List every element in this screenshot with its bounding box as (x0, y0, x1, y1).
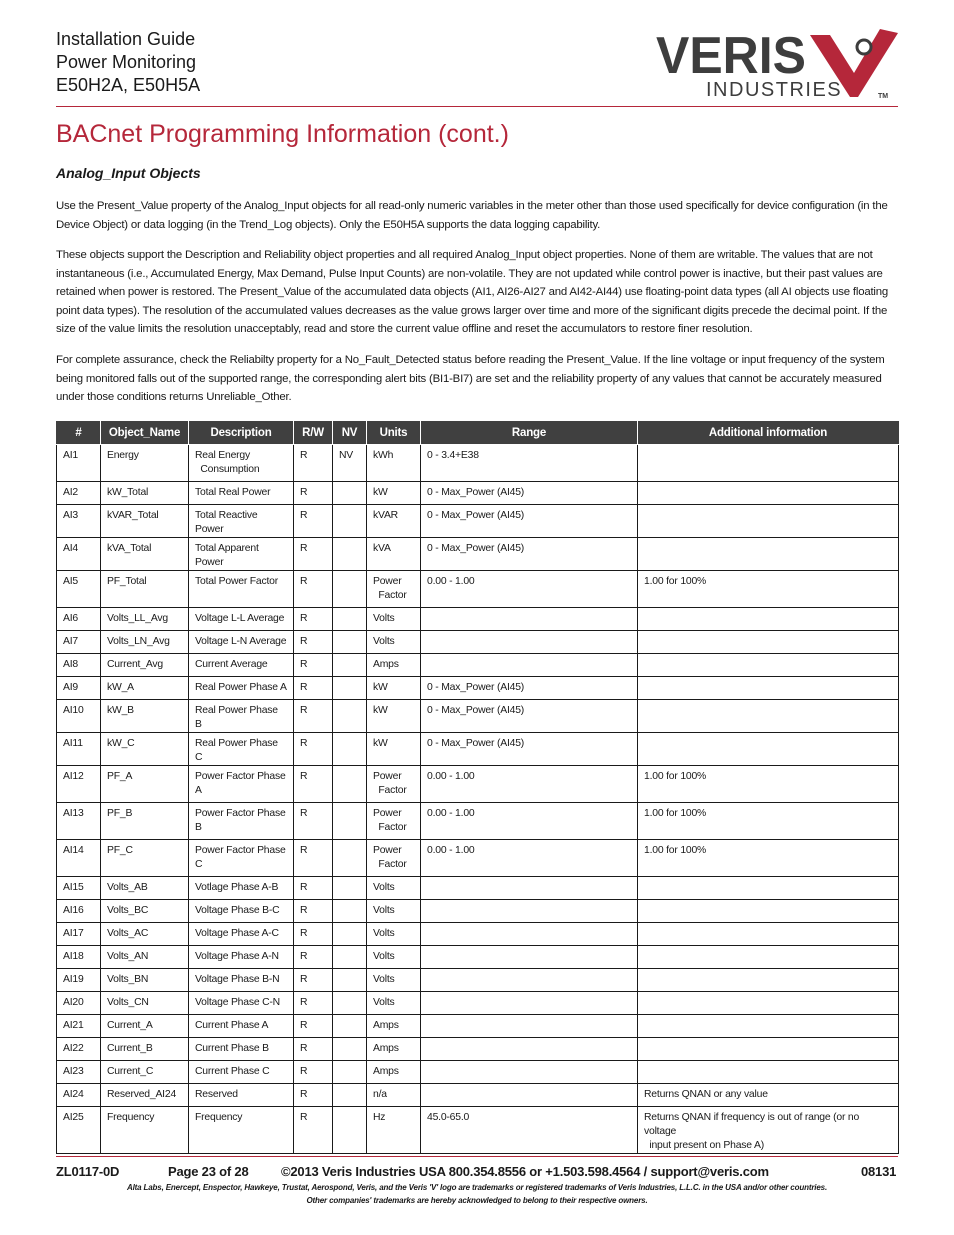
cell-object-name: PF_Total (101, 571, 189, 608)
table-row (57, 482, 899, 505)
table-header-row (57, 422, 899, 445)
cell-rw: R (294, 631, 333, 654)
table-row (57, 445, 899, 482)
cell-object-name: kW_C (101, 733, 189, 766)
cell-units: Amps (367, 654, 421, 677)
col-header-range: Range (421, 422, 638, 445)
cell-number: AI13 (57, 803, 101, 840)
cell-additional-info (638, 992, 899, 1015)
cell-nv (333, 700, 367, 733)
col-header-nv: NV (333, 422, 367, 445)
cell-units: Volts (367, 923, 421, 946)
cell-description: Voltage Phase B-C (189, 900, 294, 923)
cell-nv (333, 608, 367, 631)
cell-description: Real Power Phase A (189, 677, 294, 700)
cell-description: Votlage Phase A-B (189, 877, 294, 900)
table-row (57, 700, 899, 733)
cell-additional-info: 1.00 for 100% (638, 766, 899, 803)
cell-rw: R (294, 1015, 333, 1038)
footer-copyright: ©2013 Veris Industries USA 800.354.8556 or +1.503.598.4564 / support@veris.com (281, 1164, 769, 1179)
cell-units: kW (367, 700, 421, 733)
table-row (57, 1015, 899, 1038)
cell-number: AI16 (57, 900, 101, 923)
cell-nv (333, 538, 367, 571)
cell-rw: R (294, 969, 333, 992)
cell-rw: R (294, 877, 333, 900)
paragraph-properties: These objects support the Description and Reliability object properties and all required Analog_Input object properties. None of them are writable. The values that are not instantaneous (i.e., Accumulated Energy, Max Demand, Pulse Input Counts) are non-volatile. They are not updated while control power is inactive, but their past values are retained when power is restored. The Present_Value of the accumulated data objects (AI1, AI26-AI27 and AI42-AI44) use floating-point data types (all AI objects use floating point data types). The resolution of the accumulated values decreases as the value grows larger over time and more of the significant digits precede the decimal point. If the size of the value limits the resolution unacceptably, read and store the current value offline and reset the accumulators to restore finer resolution. (56, 249, 889, 336)
cell-object-name: kVA_Total (101, 538, 189, 571)
cell-number: AI22 (57, 1038, 101, 1061)
cell-object-name: Reserved_AI24 (101, 1084, 189, 1107)
cell-range: 0 - Max_Power (AI45) (421, 700, 638, 733)
cell-range (421, 1084, 638, 1107)
cell-units: Power Factor (367, 803, 421, 840)
cell-rw: R (294, 1084, 333, 1107)
cell-number: AI21 (57, 1015, 101, 1038)
cell-units: kW (367, 677, 421, 700)
cell-nv (333, 992, 367, 1015)
cell-nv (333, 677, 367, 700)
cell-description: Power Factor Phase A (189, 766, 294, 803)
cell-rw: R (294, 538, 333, 571)
cell-description: Real Power Phase B (189, 700, 294, 733)
table-row (57, 840, 899, 877)
cell-units: Power Factor (367, 571, 421, 608)
cell-nv (333, 803, 367, 840)
cell-object-name: Volts_AC (101, 923, 189, 946)
cell-nv (333, 505, 367, 538)
cell-number: AI5 (57, 571, 101, 608)
cell-nv (333, 900, 367, 923)
table-body (57, 445, 899, 1154)
cell-units: kVAR (367, 505, 421, 538)
cell-description: Current Average (189, 654, 294, 677)
cell-number: AI18 (57, 946, 101, 969)
cell-rw: R (294, 608, 333, 631)
cell-number: AI11 (57, 733, 101, 766)
cell-units: Volts (367, 946, 421, 969)
cell-description: Voltage Phase A-C (189, 923, 294, 946)
cell-rw: R (294, 677, 333, 700)
footer-trademark-line1: Alta Labs, Enercept, Enspector, Hawkeye, Trustat, Aerospond, Veris, and the Veris 'V' logo are trademarks or registered trademarks of Veris Industries, L.L.C. in the USA and/or other countries. (126, 1183, 828, 1192)
cell-number: AI17 (57, 923, 101, 946)
cell-nv (333, 1084, 367, 1107)
cell-units: Amps (367, 1038, 421, 1061)
cell-object-name: Volts_BN (101, 969, 189, 992)
col-header-object-name: Object_Name (101, 422, 189, 445)
table-row (57, 992, 899, 1015)
cell-number: AI9 (57, 677, 101, 700)
cell-additional-info (638, 1015, 899, 1038)
cell-units: Power Factor (367, 840, 421, 877)
table-row (57, 1061, 899, 1084)
cell-rw: R (294, 505, 333, 538)
cell-number: AI19 (57, 969, 101, 992)
cell-object-name: kW_A (101, 677, 189, 700)
cell-object-name: Current_Avg (101, 654, 189, 677)
logo-word-veris: VERIS (656, 27, 806, 85)
table-row (57, 969, 899, 992)
table-row (57, 923, 899, 946)
cell-rw: R (294, 1038, 333, 1061)
cell-nv (333, 969, 367, 992)
cell-description: Current Phase B (189, 1038, 294, 1061)
cell-description: Frequency (189, 1107, 294, 1154)
cell-range (421, 631, 638, 654)
cell-number: AI1 (57, 445, 101, 482)
cell-range: 0 - Max_Power (AI45) (421, 482, 638, 505)
cell-object-name: Volts_LL_Avg (101, 608, 189, 631)
cell-object-name: kVAR_Total (101, 505, 189, 538)
cell-nv (333, 946, 367, 969)
cell-number: AI10 (57, 700, 101, 733)
cell-number: AI3 (57, 505, 101, 538)
cell-range: 0 - 3.4+E38 (421, 445, 638, 482)
cell-additional-info (638, 505, 899, 538)
cell-additional-info (638, 1038, 899, 1061)
cell-object-name: Current_B (101, 1038, 189, 1061)
cell-number: AI2 (57, 482, 101, 505)
cell-range (421, 877, 638, 900)
cell-nv (333, 766, 367, 803)
col-header-description: Description (189, 422, 294, 445)
cell-description: Total Real Power (189, 482, 294, 505)
cell-units: Volts (367, 608, 421, 631)
analog-input-table (56, 421, 899, 1154)
table-row (57, 571, 899, 608)
cell-number: AI20 (57, 992, 101, 1015)
cell-nv: NV (333, 445, 367, 482)
col-header-rw: R/W (294, 422, 333, 445)
cell-description: Total Power Factor (189, 571, 294, 608)
cell-number: AI12 (57, 766, 101, 803)
table-row (57, 505, 899, 538)
cell-description: Total Reactive Power (189, 505, 294, 538)
cell-nv (333, 482, 367, 505)
table-row (57, 631, 899, 654)
cell-range: 0.00 - 1.00 (421, 766, 638, 803)
cell-rw: R (294, 1061, 333, 1084)
cell-units: kWh (367, 445, 421, 482)
cell-units: Volts (367, 877, 421, 900)
cell-units: kW (367, 733, 421, 766)
cell-object-name: Volts_AN (101, 946, 189, 969)
cell-object-name: Frequency (101, 1107, 189, 1154)
table-row (57, 608, 899, 631)
header-line-guide: Installation Guide (56, 29, 196, 49)
cell-object-name: kW_B (101, 700, 189, 733)
cell-range: 0 - Max_Power (AI45) (421, 733, 638, 766)
cell-description: Reserved (189, 1084, 294, 1107)
cell-rw: R (294, 766, 333, 803)
cell-units: Amps (367, 1015, 421, 1038)
cell-nv (333, 1015, 367, 1038)
cell-nv (333, 877, 367, 900)
cell-units: kVA (367, 538, 421, 571)
cell-object-name: PF_C (101, 840, 189, 877)
cell-description: Power Factor Phase B (189, 803, 294, 840)
table-row (57, 538, 899, 571)
cell-description: Real Energy Consumption (189, 445, 294, 482)
cell-rw: R (294, 654, 333, 677)
col-header-additional-info: Additional information (638, 422, 899, 445)
table-row (57, 654, 899, 677)
cell-additional-info: 1.00 for 100% (638, 571, 899, 608)
cell-nv (333, 1061, 367, 1084)
cell-number: AI25 (57, 1107, 101, 1154)
cell-rw: R (294, 923, 333, 946)
cell-rw: R (294, 733, 333, 766)
cell-rw: R (294, 571, 333, 608)
col-header-number: # (57, 422, 101, 445)
cell-additional-info (638, 654, 899, 677)
cell-nv (333, 654, 367, 677)
footer-date-code: 08131 (861, 1164, 897, 1179)
cell-additional-info (638, 700, 899, 733)
cell-number: AI24 (57, 1084, 101, 1107)
cell-additional-info (638, 482, 899, 505)
cell-number: AI15 (57, 877, 101, 900)
cell-range: 0 - Max_Power (AI45) (421, 505, 638, 538)
cell-additional-info (638, 969, 899, 992)
cell-range (421, 923, 638, 946)
cell-number: AI23 (57, 1061, 101, 1084)
cell-number: AI8 (57, 654, 101, 677)
cell-object-name: Energy (101, 445, 189, 482)
cell-object-name: PF_B (101, 803, 189, 840)
table-row (57, 900, 899, 923)
table-row (57, 877, 899, 900)
cell-rw: R (294, 992, 333, 1015)
cell-description: Total Apparent Power (189, 538, 294, 571)
cell-description: Power Factor Phase C (189, 840, 294, 877)
cell-range (421, 992, 638, 1015)
cell-number: AI14 (57, 840, 101, 877)
cell-additional-info (638, 631, 899, 654)
col-header-units: Units (367, 422, 421, 445)
header-divider (56, 106, 898, 107)
cell-rw: R (294, 445, 333, 482)
cell-description: Voltage Phase A-N (189, 946, 294, 969)
table-row (57, 946, 899, 969)
cell-description: Voltage Phase C-N (189, 992, 294, 1015)
cell-units: Volts (367, 969, 421, 992)
cell-rw: R (294, 482, 333, 505)
cell-units: Hz (367, 1107, 421, 1154)
cell-range (421, 608, 638, 631)
cell-range (421, 969, 638, 992)
cell-units: Amps (367, 1061, 421, 1084)
footer-divider (56, 1156, 898, 1157)
cell-nv (333, 1038, 367, 1061)
cell-additional-info: Returns QNAN if frequency is out of range (or no voltage input present on Phase A) (638, 1107, 899, 1154)
cell-nv (333, 631, 367, 654)
cell-additional-info (638, 923, 899, 946)
cell-description: Voltage Phase B-N (189, 969, 294, 992)
cell-range: 45.0-65.0 (421, 1107, 638, 1154)
header-line-product: Power Monitoring (56, 52, 197, 72)
logo-v-dot (857, 40, 871, 54)
cell-number: AI6 (57, 608, 101, 631)
cell-additional-info (638, 900, 899, 923)
cell-rw: R (294, 840, 333, 877)
cell-nv (333, 733, 367, 766)
cell-range (421, 946, 638, 969)
section-title: BACnet Programming Information (cont.) (56, 120, 509, 148)
cell-additional-info: 1.00 for 100% (638, 803, 899, 840)
cell-range: 0.00 - 1.00 (421, 803, 638, 840)
cell-additional-info (638, 877, 899, 900)
table-row (57, 677, 899, 700)
cell-units: Volts (367, 900, 421, 923)
cell-additional-info (638, 538, 899, 571)
cell-additional-info (638, 608, 899, 631)
cell-description: Real Power Phase C (189, 733, 294, 766)
cell-range (421, 654, 638, 677)
cell-number: AI4 (57, 538, 101, 571)
cell-additional-info (638, 445, 899, 482)
cell-range: 0 - Max_Power (AI45) (421, 538, 638, 571)
table-row (57, 766, 899, 803)
cell-additional-info: 1.00 for 100% (638, 840, 899, 877)
footer-page-number: Page 23 of 28 (168, 1164, 249, 1179)
cell-additional-info (638, 677, 899, 700)
cell-additional-info (638, 733, 899, 766)
cell-rw: R (294, 1107, 333, 1154)
cell-object-name: Volts_LN_Avg (101, 631, 189, 654)
cell-units: kW (367, 482, 421, 505)
paragraph-present-value: Use the Present_Value property of the Analog_Input objects for all read-only numeric variables in the meter other than those used specifically for device configuration (in the Device Object) or data logging (in the Trend_Log objects). Only the E50H5A supports the data logging capability. (56, 200, 888, 231)
cell-description: Current Phase A (189, 1015, 294, 1038)
cell-object-name: Current_C (101, 1061, 189, 1084)
table-row (57, 803, 899, 840)
cell-rw: R (294, 803, 333, 840)
cell-units: n/a (367, 1084, 421, 1107)
footer-trademark-line2: Other companies' trademarks are hereby acknowledged to belong to their respective owners. (306, 1196, 648, 1205)
table-row (57, 1107, 899, 1154)
cell-range (421, 1015, 638, 1038)
table-row (57, 1038, 899, 1061)
cell-rw: R (294, 700, 333, 733)
cell-units: Volts (367, 631, 421, 654)
cell-range: 0 - Max_Power (AI45) (421, 677, 638, 700)
cell-object-name: Volts_CN (101, 992, 189, 1015)
cell-additional-info: Returns QNAN or any value (638, 1084, 899, 1107)
cell-nv (333, 840, 367, 877)
cell-nv (333, 1107, 367, 1154)
cell-description: Voltage L-N Average (189, 631, 294, 654)
cell-description: Current Phase C (189, 1061, 294, 1084)
cell-rw: R (294, 900, 333, 923)
sub-title: Analog_Input Objects (56, 165, 201, 181)
table-row (57, 733, 899, 766)
cell-object-name: Volts_AB (101, 877, 189, 900)
cell-range (421, 1061, 638, 1084)
cell-number: AI7 (57, 631, 101, 654)
cell-additional-info (638, 946, 899, 969)
cell-range (421, 900, 638, 923)
cell-nv (333, 571, 367, 608)
cell-units: Power Factor (367, 766, 421, 803)
document-header (56, 28, 200, 97)
cell-range: 0.00 - 1.00 (421, 571, 638, 608)
cell-additional-info (638, 1061, 899, 1084)
cell-object-name: Volts_BC (101, 900, 189, 923)
cell-object-name: PF_A (101, 766, 189, 803)
cell-nv (333, 923, 367, 946)
cell-range (421, 1038, 638, 1061)
cell-rw: R (294, 946, 333, 969)
table-row (57, 1084, 899, 1107)
cell-units: Volts (367, 992, 421, 1015)
veris-logo (654, 25, 900, 103)
cell-range: 0.00 - 1.00 (421, 840, 638, 877)
cell-description: Voltage L-L Average (189, 608, 294, 631)
footer-doc-code: ZL0117-0D (56, 1164, 120, 1179)
paragraph-reliability: For complete assurance, check the Reliabilty property for a No_Fault_Detected status before reading the Present_Value. If the line voltage or input frequency of the system being monitored falls out of the supported range, the corresponding alert bits (BI1-BI7) are set and the reliability property of any values that cannot be accurately measured under those conditions returns Unreliable_Other. (56, 354, 885, 404)
cell-object-name: kW_Total (101, 482, 189, 505)
logo-trademark: TM (878, 93, 889, 100)
logo-word-industries: INDUSTRIES (706, 79, 843, 101)
cell-object-name: Current_A (101, 1015, 189, 1038)
header-line-models: E50H2A, E50H5A (56, 75, 201, 95)
